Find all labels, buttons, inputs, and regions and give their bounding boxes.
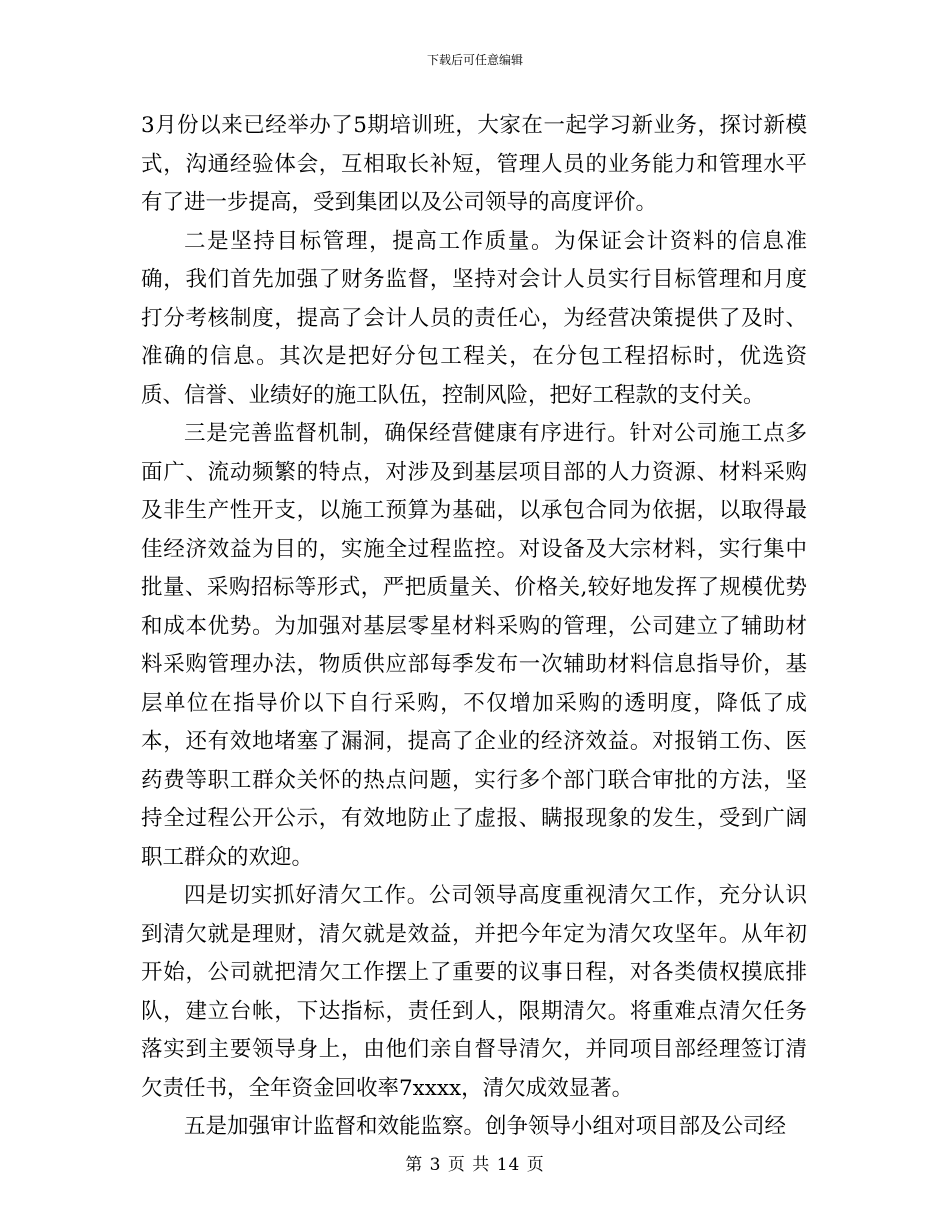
paragraph-audit-supervision: 五是加强审计监督和效能监察。创争领导小组对项目部及公司经 <box>184 1114 787 1139</box>
document-body <box>141 107 807 1147</box>
page-header-note: 下载后可任意编辑 <box>426 53 523 67</box>
paragraph-debt-clearing: 四是切实抓好清欠工作。公司领导高度重视清欠工作，充分认识到清欠就是理财，清欠就是效益，并把今年定为清欠攻坚年。从年初开始，公司就把清欠工作摆上了重要的议事日程，对各类债权摸底排队，建立台帐，下达指标，责任到人，限期清欠。将重难点清欠任务落实到主要领导身上，由他们亲自督导清欠，并同项目部经理签订清欠责任书，全年资金回收率7xxxx，清欠成效显著。 <box>141 883 807 1101</box>
page-number-footer: 第 3 页 共 14 页 <box>405 1155 545 1175</box>
paragraph-supervision-mechanism: 三是完善监督机制，确保经营健康有序进行。针对公司施工点多面广、流动频繁的特点，对涉及到基层项目部的人力资源、材料采购及非生产性开支，以施工预算为基础，以承包合同为依据，以取得最佳经济效益为目的，实施全过程监控。对设备及大宗材料，实行集中批量、采购招标等形式，严把质量关、价格关,较好地发挥了规模优势和成本优势。为加强对基层零星材料采购的管理，公司建立了辅助材料采购管理办法，物质供应部每季发布一次辅助材料信息指导价，基层单位在指导价以下自行采购，不仅增加采购的透明度，降低了成本，还有效地堵塞了漏洞，提高了企业的经济效益。对报销工伤、医药费等职工群众关怀的热点问题，实行多个部门联合审批的方法，坚持全过程公开公示，有效地防止了虚报、瞒报现象的发生，受到广阔职工群众的欢迎。 <box>141 421 807 870</box>
paragraph-target-management: 二是坚持目标管理，提高工作质量。为保证会计资料的信息准确，我们首先加强了财务监督，坚持对会计人员实行目标管理和月度打分考核制度，提高了会计人员的责任心，为经营决策提供了及时、准确的信息。其次是把好分包工程关，在分包工程招标时，优选资质、信誉、业绩好的施工队伍，控制风险，把好工程款的支付关。 <box>141 228 807 408</box>
paragraph-continuation: 3月份以来已经举办了5期培训班，大家在一起学习新业务，探讨新模式，沟通经验体会，互相取长补短，管理人员的业务能力和管理水平有了进一步提高，受到集团以及公司领导的高度评价。 <box>141 113 807 215</box>
